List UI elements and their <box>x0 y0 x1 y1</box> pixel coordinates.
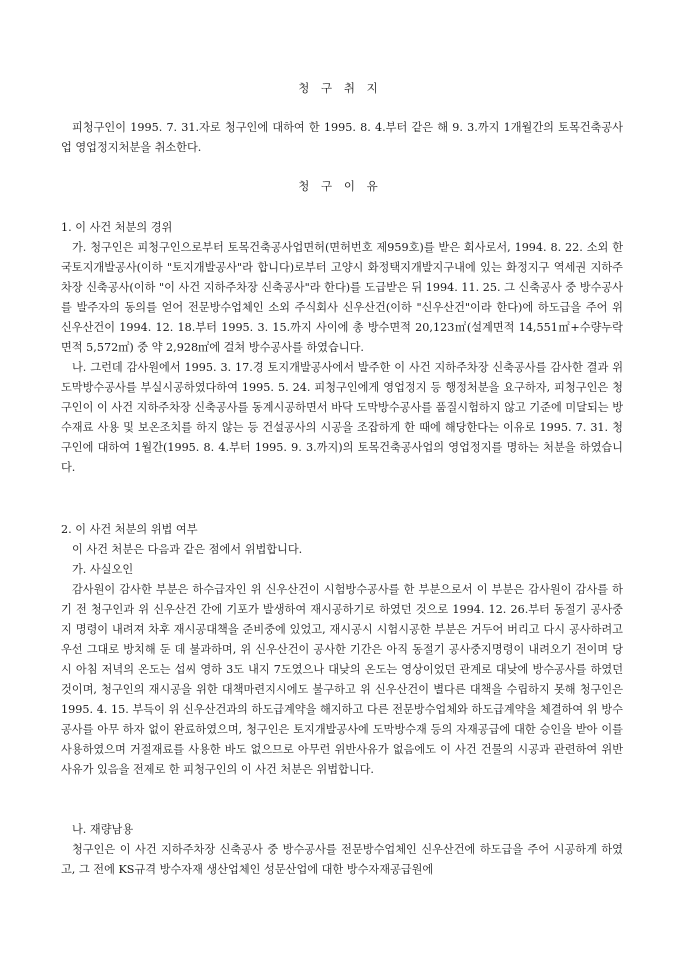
section2-title: 2. 이 사건 처분의 위법 여부 <box>61 523 198 536</box>
section2-sub-ga-title: 가. 사실오인 <box>72 563 134 576</box>
section1-paragraph-ga: 가. 청구인은 피청구인으로부터 토목건축공사업면허(면허번호 제959호)를 받은 회사로서, 1994. 8. 22. 소외 한국토지개발공사(이하 "토지개발공사"라 합니다)로부터 고양시 화정택지개발지구내에 있는 화정지구 역세권 지하주차장 신축공사(이하 "이 사건 지하주차장 신축공사"라 한다)를 도급받은 뒤 1994. 11. 25. 그 신축공사 중 방수공사를 발주자의 동의를 얻어 전문방수업체인 소외 주식회사 신우산건(이하 "신우산건"이라 한다)에 하도급을 주어 위 신우산건이 1994. 12. 18.부터 1995. 3. 15.까지 사이에 총 방수면적 20,123㎡(설계면적 14,551㎡+수량누락면적 5,572㎡) 중 약 2,928㎡에 걸쳐 방수공사를 하였습니다. <box>61 241 623 354</box>
section2-sub-ga-text: 감사원이 감사한 부분은 하수급자인 위 신우산건이 시험방수공사를 한 부분으로서 이 부분은 감사원이 감사를 하기 전 청구인과 위 신우산건 간에 기포가 발생하여 재시공하기로 하였던 것으로 1994. 12. 26.부터 동절기 공사중지 명령이 내려져 차후 재시공대책을 준비중에 있었고, 재시공시 시험시공한 부분은 거두어 버리고 다시 공사하려고 우선 그대로 방치해 둔 데 불과하며, 위 신우산건이 공사한 기간은 아직 동절기 공사중지명령이 내려오기 전이며 당시 아침 저녁의 온도는 섭씨 영하 3도 내지 7도였으나 대낮의 온도는 영상이었던 관계로 대낮에 방수공사를 하였던 것이며, 청구인의 재시공을 위한 대책마련지시에도 불구하고 위 신우산건이 별다른 대책을 수립하지 못해 청구인은 1995. 4. 15. 부득이 위 신우산건과의 하도급계약을 해지하고 다른 전문방수업체와 하도급계약을 체결하여 위 방수공사를 아무 하자 없이 완료하였으며, 청구인은 토지개발공사에 도막방수재 등의 자재공급에 대한 승인을 받아 이를 사용하였으며 거절재료를 사용한 바도 없으므로 아무런 위반사유가 없음에도 이 사건 건물의 시공과 관련하여 위반사유가 있음을 전제로 한 피청구인의 이 사건 처분은 위법합니다. <box>61 583 623 776</box>
purpose-heading: 청 구 취 지 <box>298 81 382 95</box>
reasons-heading: 청 구 이 유 <box>298 179 382 193</box>
section1-paragraph-na: 나. 그런데 감사원에서 1995. 3. 17.경 토지개발공사에서 발주한 이 사건 지하주차장 신축공사를 감사한 결과 위 도막방수공사를 부실시공하였다하여 1995. 5. 24. 피청구인에게 영업정지 등 행정처분을 요구하자, 피청구인은 청구인이 이 사건 지하주차장 신축공사를 동계시공하면서 바닥 도막방수공사를 품질시험하지 않고 기준에 미달되는 방수재료 사용 및 보온조치를 하지 않는 등 건설공사의 시공을 조잡하게 한 때에 해당한다는 이유로 1995. 7. 31. 청구인에 대하여 1월간(1995. 8. 4.부터 1995. 9. 3.까지)의 토목건축공사업의 영업정지를 명하는 처분을 하였습니다. <box>61 361 623 474</box>
section2-intro: 이 사건 처분은 다음과 같은 점에서 위법합니다. <box>72 543 303 556</box>
section2-sub-na-title: 나. 재량남용 <box>72 823 134 836</box>
section2-sub-na-text: 청구인은 이 사건 지하주차장 신축공사 중 방수공사를 전문방수업체인 신우산건에 하도급을 주어 시공하게 하였고, 그 전에 KS규격 방수자재 생산업체인 성문산업에 대한 방수자재공급원에 <box>61 843 623 876</box>
section1-title: 1. 이 사건 처분의 경위 <box>61 221 173 234</box>
purpose-text: 피청구인이 1995. 7. 31.자로 청구인에 대하여 한 1995. 8. 4.부터 같은 해 9. 3.까지 1개월간의 토목건축공사업 영업정지처분을 취소한다. <box>61 121 623 154</box>
